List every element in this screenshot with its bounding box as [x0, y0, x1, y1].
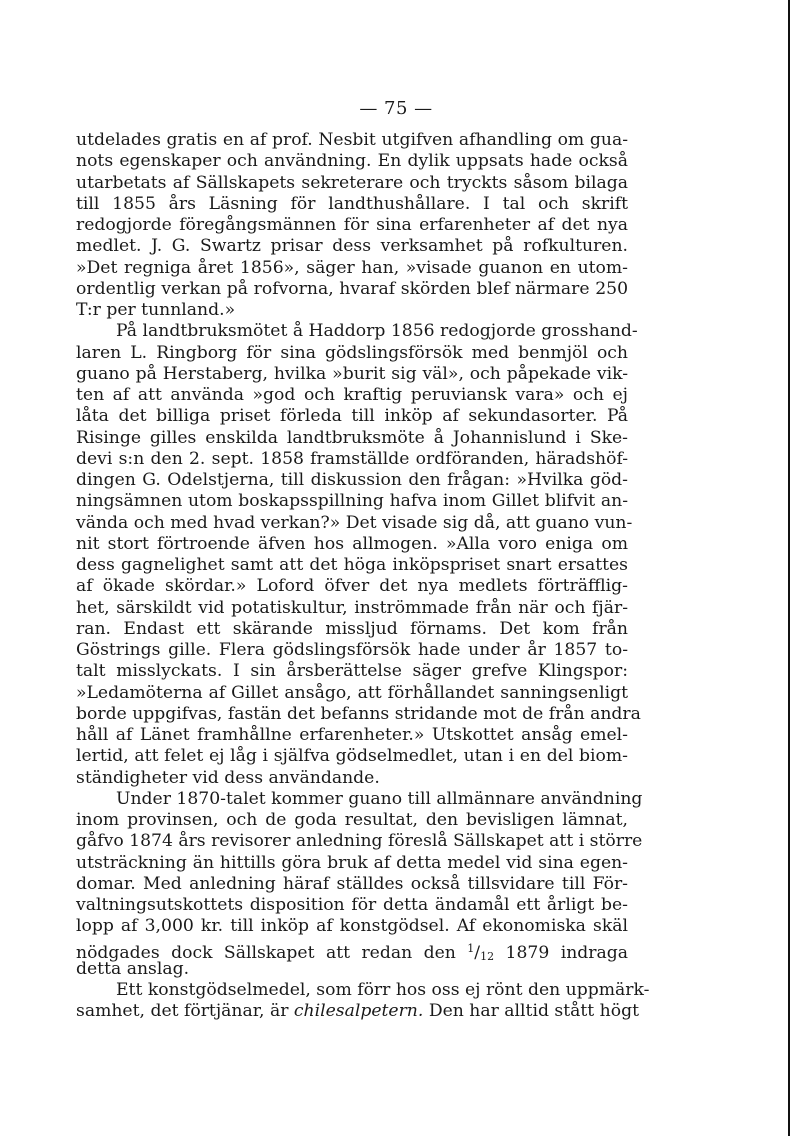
fraction-slash: /	[474, 942, 481, 963]
text-line: Göstrings gille. Flera gödslingsförsök hade under år 1857 to-	[76, 640, 628, 660]
text-line: lertid, att felet ej låg i själfva gödselmedlet, utan i en del biom-	[76, 746, 628, 767]
text-line: dingen G. Odelstjerna, till diskussion den frågan: »Hvilka göd-	[76, 470, 628, 490]
page-edge-line	[788, 0, 790, 1136]
text-line: På landtbruksmötet å Haddorp 1856 redogjorde grosshand-	[116, 321, 638, 342]
text-line: talt misslyckats. I sin årsberättelse säger grefve Klingspor:	[76, 661, 628, 682]
text-line: ran. Endast ett skärande missljud förnams. Det kom från	[76, 618, 628, 639]
text-line: af ökade skördar.» Loford öfver det nya medlets förträfflig-	[76, 576, 628, 597]
text-line: laren L. Ringborg för sina gödslingsförsök med benmjöl och	[76, 342, 628, 363]
text-line: medlet. J. G. Swartz prisar dess verksamhet på rofkulturen.	[76, 236, 628, 257]
fraction	[467, 943, 494, 963]
fraction-denominator: 12	[480, 949, 495, 963]
text-line: till 1855 års Läsning för landthushållare. I tal och skrift	[76, 193, 628, 214]
text-line-with-fraction	[76, 938, 628, 963]
text-line: gåfvo 1874 års revisorer anledning föreslå Sällskapet att i större	[76, 831, 643, 852]
text-line: nots egenskaper och användning. En dylik uppsats hade också	[76, 151, 628, 172]
page-number: — 75 —	[359, 98, 433, 119]
text-line: redogjorde föregångsmännen för sina erfarenheter af det nya	[76, 215, 628, 235]
text-line: ningsämnen utom boskapsspillning hafva inom Gillet blifvit an-	[76, 491, 628, 512]
fraction-numerator: 1	[467, 941, 475, 955]
text-line: vända och med hvad verkan?» Det visade sig då, att guano vun-	[76, 512, 633, 533]
text-line: guano på Herstaberg, hvilka »burit sig väl», och påpekade vik-	[76, 363, 628, 384]
paragraph-3	[76, 788, 643, 980]
text-line: detta anslag.	[76, 958, 190, 979]
text-line: devi s:n den 2. sept. 1858 framställde ordföranden, häradshöf-	[76, 448, 628, 469]
text-line: T:r per tunnland.»	[76, 300, 236, 320]
text-line: låta det billiga priset förleda till inköp af sekundasorter. På	[76, 406, 628, 427]
text-line: utarbetats af Sällskapets sekreterare och tryckts såsom bilaga	[76, 172, 628, 193]
text-line: ten af att använda »god och kraftig peruviansk vara» och ej	[76, 385, 628, 405]
text-line: Risinge gilles enskilda landtbruksmöte å Johannislund i Ske-	[76, 427, 628, 448]
text-line: ständigheter vid dess användande.	[76, 767, 380, 788]
text-line-with-emphasis	[76, 1001, 639, 1022]
emphasis-term: chilesalpetern.	[293, 1001, 424, 1022]
text-line: dess gagnelighet samt att det höga inköpspriset snart ersattes	[76, 555, 628, 575]
text-line: nit stort förtroende äfven hos allmogen. »Alla voro eniga om	[76, 533, 628, 554]
text-line: borde uppgifvas, fastän det befanns stridande mot de från andra	[76, 703, 641, 724]
text-line: »Ledamöterna af Gillet ansågo, att förhållandet sanningsenligt	[76, 682, 628, 703]
paragraph-1	[76, 130, 628, 321]
text-line: håll af Länet framhållne erfarenheter.» Utskottet ansåg emel-	[76, 725, 628, 745]
text-line: Ett konstgödselmedel, som förr hos oss ej rönt den uppmärk-	[116, 980, 650, 1000]
text-line: ordentlig verkan på rofvorna, hvaraf skörden blef närmare 250	[76, 278, 628, 299]
text-fragment: 1879 indraga	[494, 942, 628, 963]
paragraph-2	[76, 321, 641, 789]
body-text	[76, 130, 650, 1023]
text-line: het, särskildt vid potatiskultur, inströmmade från när och fjär-	[76, 597, 628, 618]
text-fragment: samhet, det förtjänar, är	[76, 1001, 289, 1022]
text-line: domar. Med anledning häraf ställdes också tillsvidare till För-	[76, 873, 628, 894]
text-line: lopp af 3,000 kr. till inköp af konstgödsel. Af ekonomiska skäl	[76, 916, 628, 937]
text-fragment: Den har alltid stått högt	[428, 1001, 639, 1022]
paragraph-4	[76, 980, 650, 1023]
text-line: utdelades gratis en af prof. Nesbit utgifven afhandling om gua-	[76, 130, 628, 150]
text-line: inom provinsen, och de goda resultat, den bevisligen lämnat,	[76, 810, 628, 830]
text-fragment: nödgades dock Sällskapet att redan den	[76, 942, 456, 963]
text-line: Under 1870-talet kommer guano till allmännare användning	[116, 788, 643, 809]
text-line: valtningsutskottets disposition för detta ändamål ett årligt be-	[76, 895, 628, 915]
text-line: »Det regniga året 1856», säger han, »visade guanon en utom-	[76, 257, 628, 278]
text-line: utsträckning än hittills göra bruk af detta medel vid sina egen-	[76, 852, 628, 873]
